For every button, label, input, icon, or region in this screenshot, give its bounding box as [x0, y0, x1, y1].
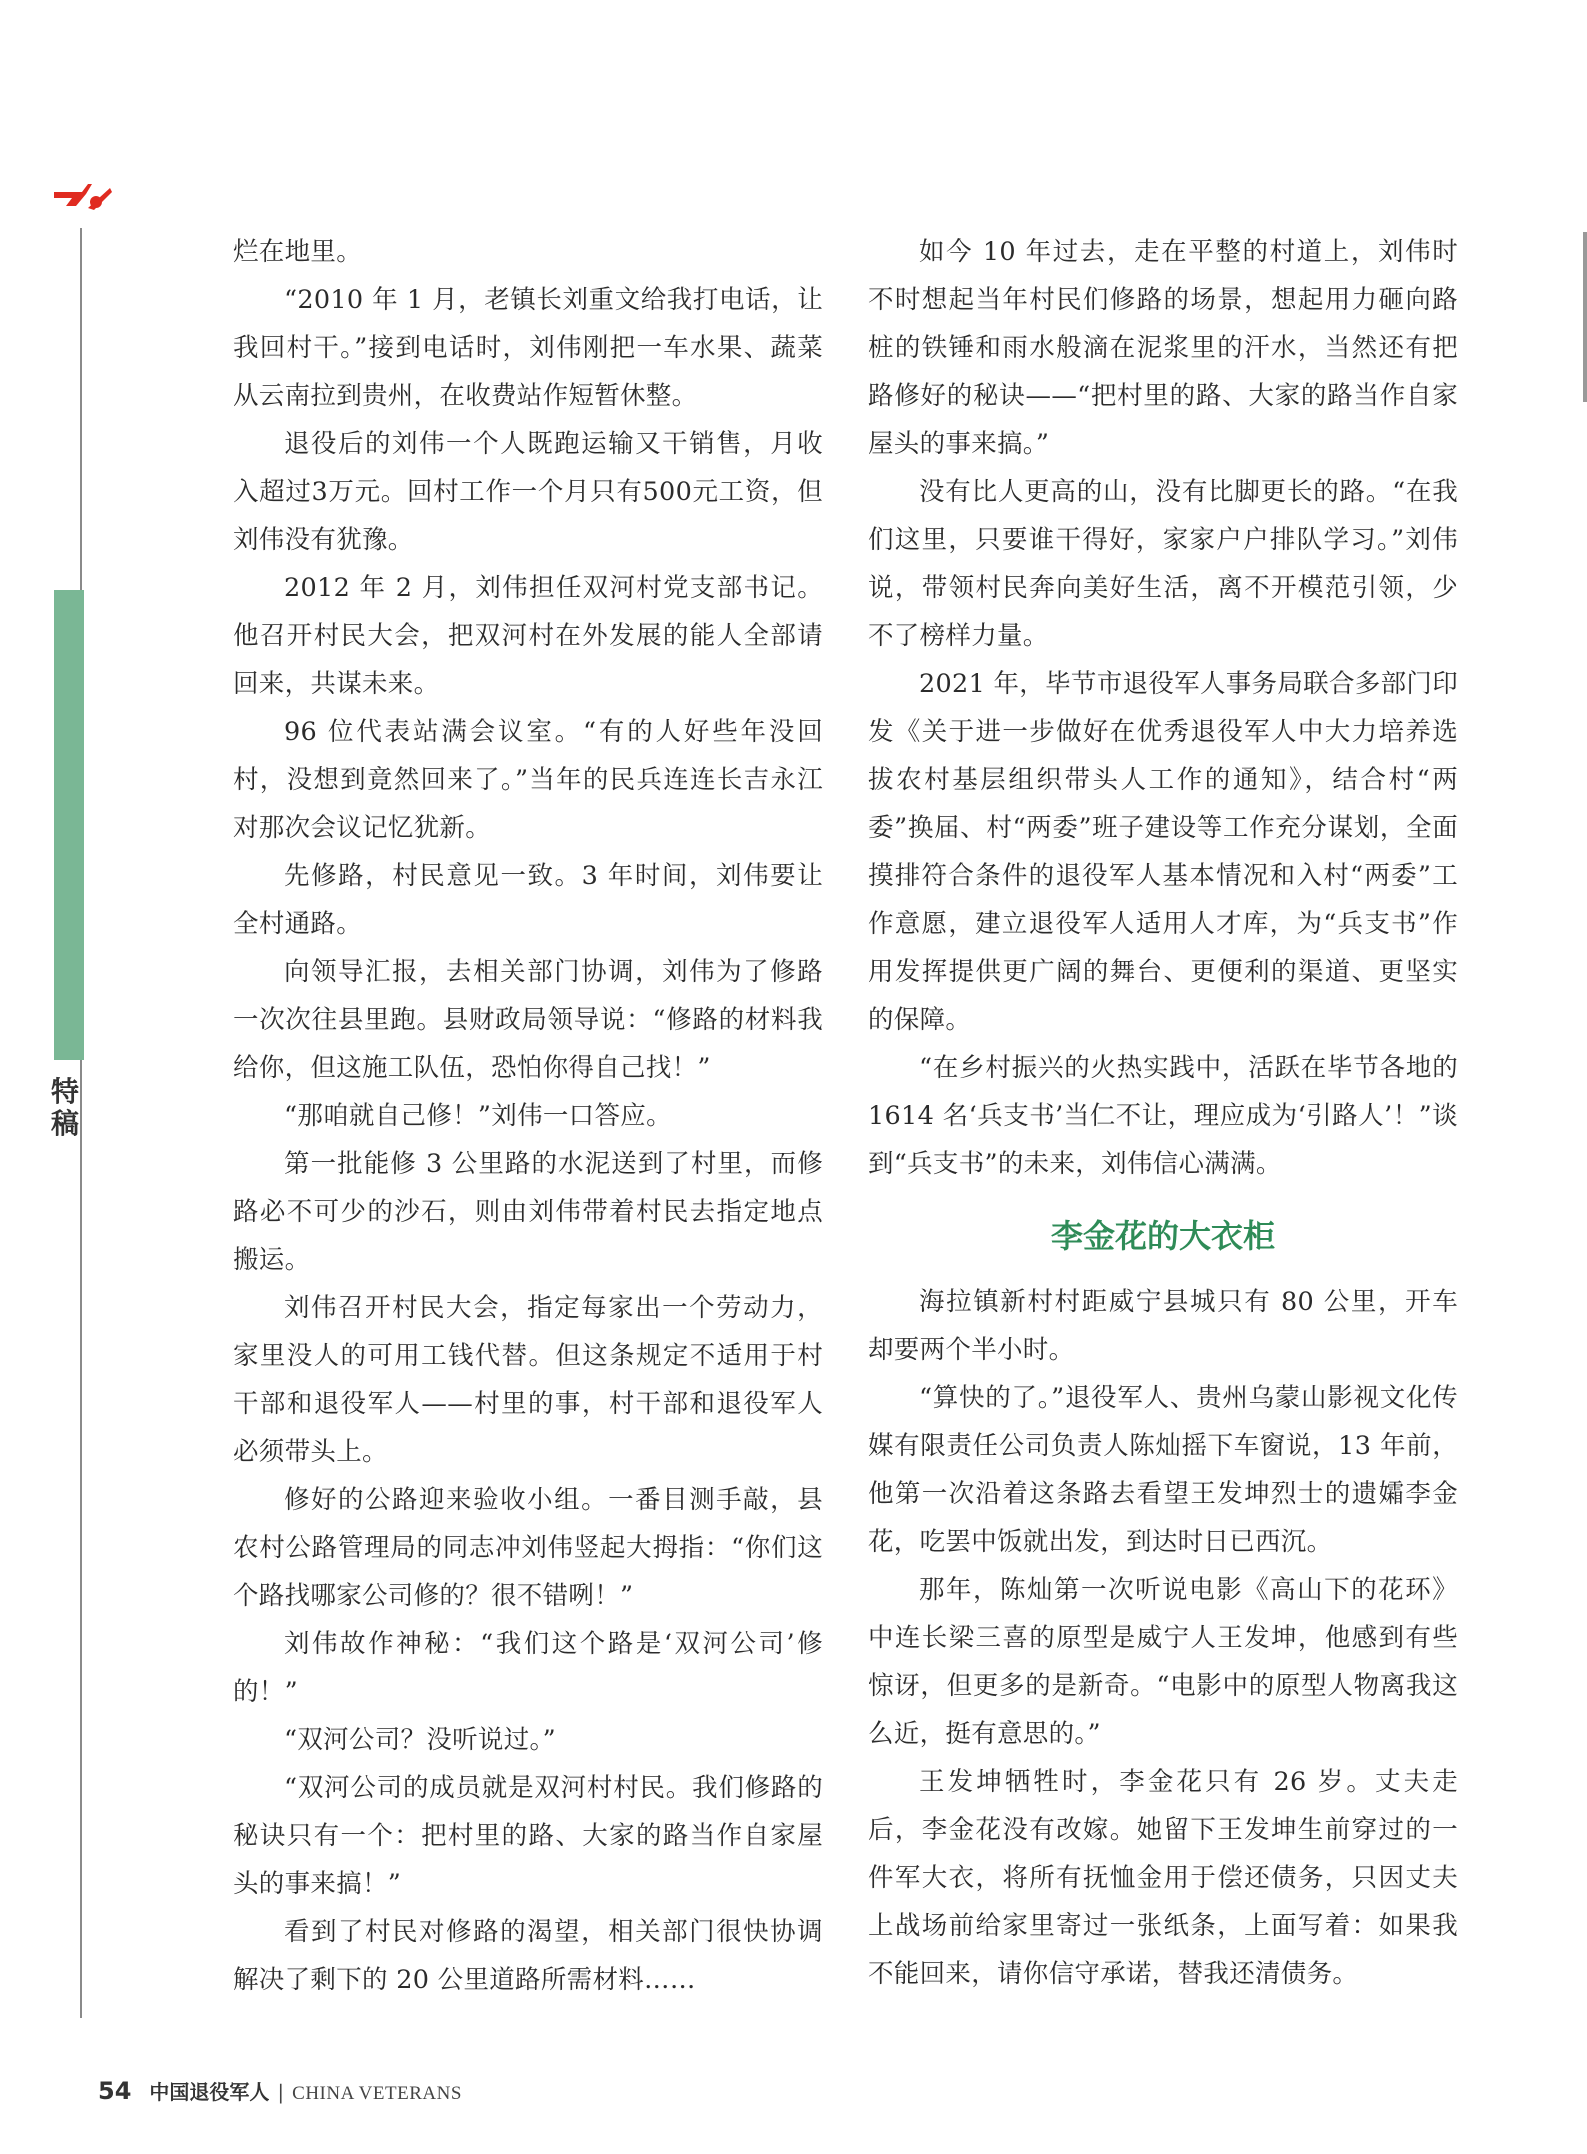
paragraph: 第一批能修 3 公里路的水泥送到了村里，而修路必不可少的沙石，则由刘伟带着村民去指定地点搬运。: [233, 1149, 823, 1275]
paragraph: 刘伟故作神秘：“我们这个路是‘双河公司’修的！”: [233, 1629, 823, 1707]
section-color-bar: [54, 590, 84, 1060]
section-tag-char-1: 特: [50, 1075, 79, 1108]
paragraph: 王发坤牺牲时，李金花只有 26 岁。丈夫走后，李金花没有改嫁。她留下王发坤生前穿过的一件军大衣，将所有抚恤金用于偿还债务，只因丈夫上战场前给家里寄过一张纸条，上面写着：如果我不能回来，请你信守承诺，替我还清债务。: [868, 1767, 1458, 1989]
section-subtitle: 李金花的大衣柜: [1050, 1217, 1275, 1255]
page-number: 54: [98, 2077, 132, 2105]
paragraph: “算快的了。”退役军人、贵州乌蒙山影视文化传媒有限责任公司负责人陈灿摇下车窗说，13 年前，他第一次沿着这条路去看望王发坤烈士的遗孀李金花，吃罢中饭就出发，到达时日已西沉。: [868, 1383, 1458, 1557]
paragraph: 刘伟召开村民大会，指定每家出一个劳动力，家里没人的可用工钱代替。但这条规定不适用于村干部和退役军人——村里的事，村干部和退役军人必须带头上。: [233, 1293, 823, 1467]
paragraph: 海拉镇新村村距威宁县城只有 80 公里，开车却要两个半小时。: [868, 1287, 1458, 1365]
paragraph: “2010 年 1 月，老镇长刘重文给我打电话，让我回村干。”接到电话时，刘伟刚把一车水果、蔬菜从云南拉到贵州，在收费站作短暂休整。: [233, 285, 823, 411]
footer-separator: |: [277, 2080, 285, 2104]
paragraph: 退役后的刘伟一个人既跑运输又干销售，月收入超过3万元。回村工作一个月只有500元工资，但刘伟没有犹豫。: [233, 429, 823, 555]
paragraph: 96 位代表站满会议室。“有的人好些年没回村，没想到竟然回来了。”当年的民兵连连长吉永江对那次会议记忆犹新。: [233, 717, 823, 843]
paragraph: 先修路，村民意见一致。3 年时间，刘伟要让全村通路。: [233, 861, 823, 939]
section-tag: [50, 1076, 80, 1140]
page-footer: [98, 2076, 462, 2105]
paragraph: 2012 年 2 月，刘伟担任双河村党支部书记。他召开村民大会，把双河村在外发展的能人全部请回来，共谋未来。: [233, 573, 823, 699]
paragraph: 烂在地里。: [233, 237, 363, 267]
publication-english-name: CHINA VETERANS: [292, 2083, 462, 2104]
section-tag-char-2: 稿: [50, 1107, 79, 1140]
paragraph: 2021 年，毕节市退役军人事务局联合多部门印发《关于进一步做好在优秀退役军人中大力培养选拔农村基层组织带头人工作的通知》，结合村“两委”换届、村“两委”班子建设等工作充分谋划，全面摸排符合条件的退役军人基本情况和入村“两委”工作意愿，建立退役军人适用人才库，为“兵支书”作用发挥提供更广阔的舞台、更便利的渠道、更坚实的保障。: [868, 669, 1458, 1035]
paragraph: 看到了村民对修路的渴望，相关部门很快协调解决了剩下的 20 公里道路所需材料……: [233, 1917, 823, 1995]
paragraph: 修好的公路迎来验收小组。一番目测手敲，县农村公路管理局的同志冲刘伟竖起大拇指：“你们这个路找哪家公司修的？很不错咧！”: [233, 1485, 823, 1611]
publication-name: 中国退役军人: [149, 2080, 270, 2104]
paragraph: “那咱就自己修！”刘伟一口答应。: [284, 1101, 672, 1131]
magazine-logo-icon: [52, 180, 114, 220]
right-edge-mark: [1583, 232, 1587, 402]
paragraph: “在乡村振兴的火热实践中，活跃在毕节各地的 1614 名‘兵支书’当仁不让，理应成为‘引路人’！”谈到“兵支书”的未来，刘伟信心满满。: [868, 1053, 1458, 1179]
paragraph: 如今 10 年过去，走在平整的村道上，刘伟时不时想起当年村民们修路的场景，想起用力砸向路桩的铁锤和雨水般滴在泥浆里的汗水，当然还有把路修好的秘诀——“把村里的路、大家的路当作自家屋头的事来搞。”: [868, 237, 1458, 459]
margin-rule: [80, 228, 82, 2018]
paragraph: 没有比人更高的山，没有比脚更长的路。“在我们这里，只要谁干得好，家家户户排队学习。”刘伟说，带领村民奔向美好生活，离不开模范引领，少不了榜样力量。: [868, 477, 1458, 651]
left-column: [233, 228, 823, 2004]
paragraph: “双河公司？没听说过。”: [284, 1725, 556, 1755]
paragraph: 向领导汇报，去相关部门协调，刘伟为了修路一次次往县里跑。县财政局领导说：“修路的材料我给你，但这施工队伍，恐怕你得自己找！”: [233, 957, 823, 1083]
paragraph: “双河公司的成员就是双河村村民。我们修路的秘诀只有一个：把村里的路、大家的路当作自家屋头的事来搞！”: [233, 1773, 823, 1899]
paragraph: 那年，陈灿第一次听说电影《高山下的花环》中连长梁三喜的原型是威宁人王发坤，他感到有些惊讶，但更多的是新奇。“电影中的原型人物离我这么近，挺有意思的。”: [868, 1575, 1458, 1749]
right-column: [868, 228, 1458, 1998]
